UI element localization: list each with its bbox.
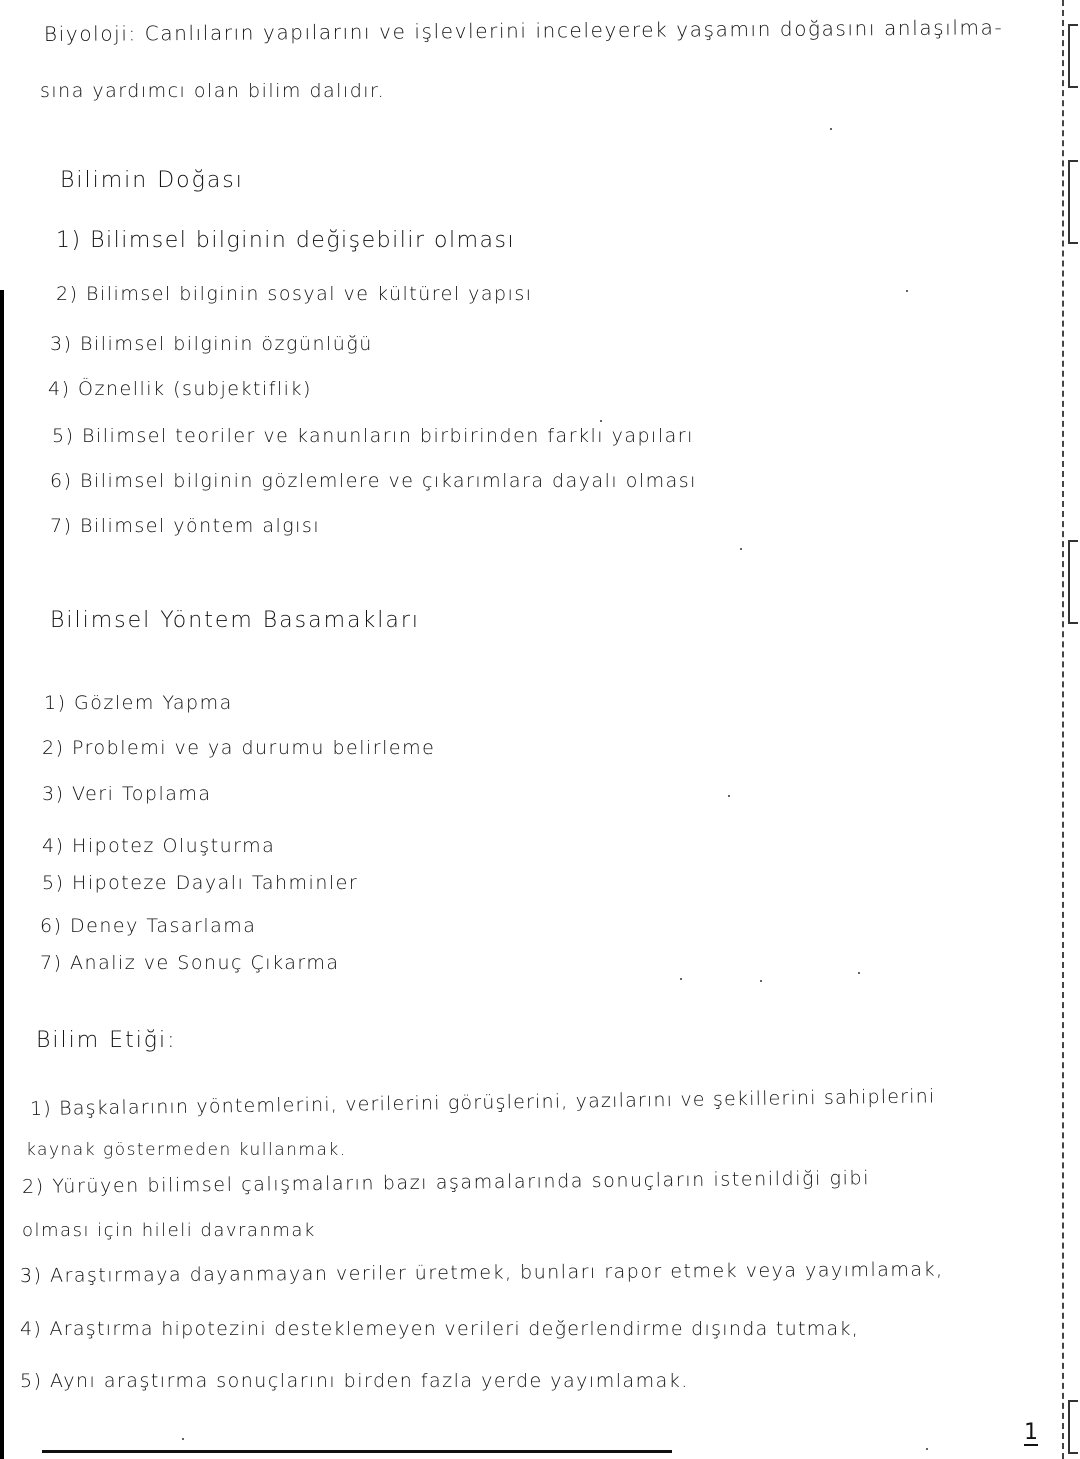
ethics-line-5: 3) Araştırmaya dayanmayan veriler üretmek, bunları rapor etmek veya yayımlamak, xyxy=(19,1258,944,1287)
method-step-4: 4) Hipotez Oluşturma xyxy=(42,835,276,857)
scan-speck xyxy=(830,128,832,130)
scan-right-bracket xyxy=(1068,1400,1078,1454)
scan-right-bracket xyxy=(1068,24,1078,88)
nature-item-4: 4) Öznellik (subjektiflik) xyxy=(48,378,312,400)
method-step-1: 1) Gözlem Yapma xyxy=(44,692,233,714)
method-step-5: 5) Hipoteze Dayalı Tahminler xyxy=(42,872,359,894)
scan-speck xyxy=(600,420,602,422)
scan-bottom-line xyxy=(42,1450,672,1453)
method-step-2: 2) Problemi ve ya durumu belirleme xyxy=(42,737,436,759)
ethics-line-7: 5) Aynı araştırma sonuçlarını birden fazla yerde yayımlamak. xyxy=(20,1370,689,1392)
method-step-7: 7) Analiz ve Sonuç Çıkarma xyxy=(40,952,340,974)
scan-speck xyxy=(858,972,860,974)
scan-speck xyxy=(906,290,908,292)
scan-speck xyxy=(728,795,730,797)
method-step-3: 3) Veri Toplama xyxy=(42,783,212,805)
ethics-line-3: 2) Yürüyen bilimsel çalışmaların bazı aşamalarında sonuçların istenildiği gibi xyxy=(21,1167,871,1198)
nature-item-1: 1) Bilimsel bilginin değişebilir olması xyxy=(56,228,516,253)
scan-speck xyxy=(740,548,742,550)
ethics-line-6: 4) Araştırma hipotezini desteklemeyen verileri değerlendirme dışında tutmak, xyxy=(20,1318,860,1340)
nature-item-3: 3) Bilimsel bilginin özgünlüğü xyxy=(50,333,373,355)
scan-speck xyxy=(680,978,682,980)
intro-line-2: sına yardımcı olan bilim dalıdır. xyxy=(40,80,386,102)
scan-right-bracket xyxy=(1068,540,1078,624)
nature-item-6: 6) Bilimsel bilginin gözlemlere ve çıkarımlara dayalı olması xyxy=(50,470,697,492)
scan-speck xyxy=(760,980,762,982)
nature-item-2: 2) Bilimsel bilginin sosyal ve kültürel yapısı xyxy=(56,283,533,305)
section-title-scientific-method: Bilimsel Yöntem Basamakları xyxy=(50,608,421,633)
nature-item-5: 5) Bilimsel teoriler ve kanunların birbirinden farklı yapıları xyxy=(52,425,694,447)
scan-right-margin-line xyxy=(1062,0,1064,1459)
method-step-6: 6) Deney Tasarlama xyxy=(40,915,257,937)
nature-item-7: 7) Bilimsel yöntem algısı xyxy=(50,515,321,537)
section-title-science-ethics: Bilim Etiği: xyxy=(36,1028,177,1053)
section-title-nature-of-science: Bilimin Doğası xyxy=(60,168,244,193)
intro-line-1: Biyoloji: Canlıların yapılarını ve işlevlerini inceleyerek yaşamın doğasını anlaşılma- xyxy=(43,15,1004,46)
ethics-line-1: 1) Başkalarının yöntemlerini, verilerini görüşlerini, yazılarını ve şekillerini sahiplerini xyxy=(29,1085,936,1120)
scan-left-border xyxy=(0,290,4,1459)
scan-speck xyxy=(182,1438,184,1440)
page-number: 1 xyxy=(1024,1420,1038,1445)
scan-speck xyxy=(926,1448,928,1450)
ethics-line-2: kaynak göstermeden kullanmak. xyxy=(26,1140,347,1160)
scan-right-bracket xyxy=(1068,160,1078,244)
ethics-line-4: olması için hileli davranmak xyxy=(22,1220,316,1241)
